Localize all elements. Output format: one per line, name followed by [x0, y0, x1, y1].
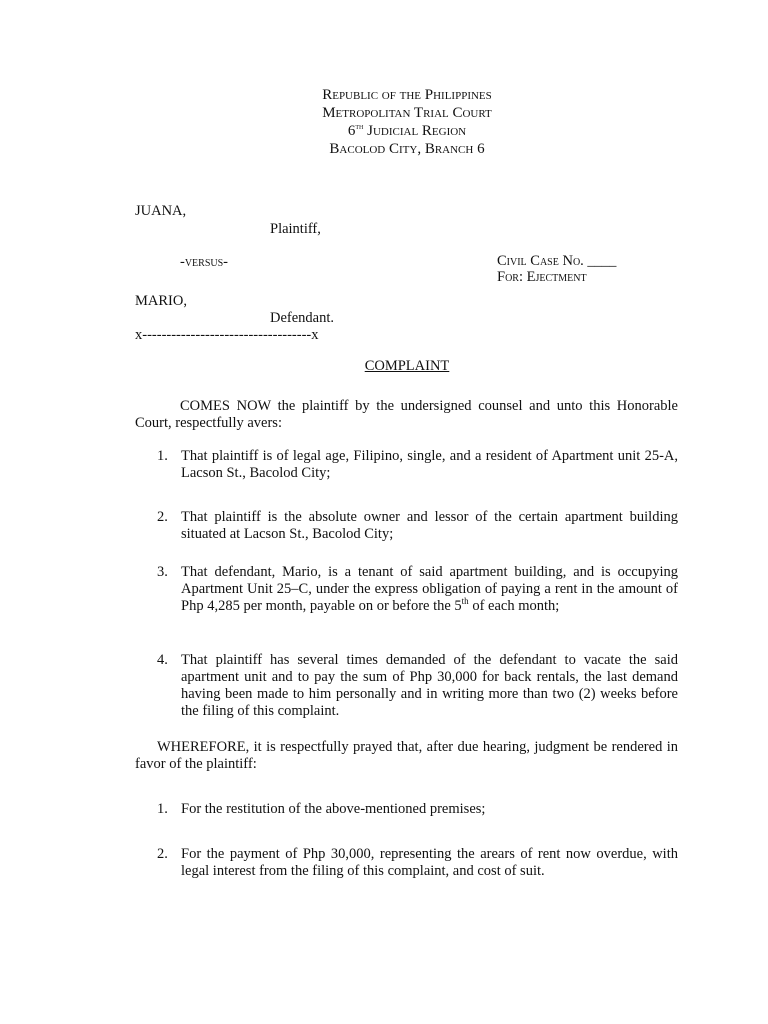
- header-region: 6th Judicial Region: [347, 121, 467, 139]
- case-nature: For: Ejectment: [497, 269, 587, 285]
- intro-paragraph: COMES NOW the plaintiff by the undersigned counsel and unto this Honorable Court, respectfully avers:: [135, 398, 678, 431]
- defendant-role: Defendant.: [270, 310, 335, 326]
- versus-label: -versus-: [180, 254, 229, 270]
- plaintiff-role: Plaintiff,: [270, 221, 321, 237]
- document-page: Republic of the Philippines Metropolitan Trial Court 6th Judicial Region Bacolod City, Branch 6 JUANA, Plaintiff, -versus- Civil Case No. ____ For: Ejectment MARIO, Defendant. x-----------------------------------x COMPLAINT COMES NOW the plaintiff by the undersigned counsel and unto this Honorable Court, respectfully avers: 1. That plaintiff is of legal age, Filipino, single, and a resident of Apartment unit 25-A, Lacson St., Bacolod City; 2. That plaintiff is the absolute owner and lessor of the certain apartment building situated at Lacson St., Bacolod City; 3. That defendant, Mario, is a tenant of said apartment building, and is occupying Apartment Unit 25–C, under the express obligation of paying a rent in the amount of Php 4,285 per month, payable on or before the 5th of each month; 4. That plaintiff has several times demanded of the defendant to vacate the said apartment unit and to pay the sum of Php 30,000 for back rentals, the last demand having been made to him personally and in writing more than two (2) weeks before the filing of this complaint. WHEREFORE, it is respectfully prayed that, after due hearing, judgment be rendered in favor of the plaintiff: 1. For the restitution of the above-mentioned premises; 2. For the payment of Php 30,000, representing the arears of rent now overdue, with legal interest from the filing of this complaint, and cost of suit.: [0, 0, 768, 1024]
- court-header: [0, 86, 768, 158]
- wherefore-paragraph: WHEREFORE, it is respectfully prayed that, after due hearing, judgment be rendered in favor of the plaintiff:: [135, 739, 678, 772]
- civil-case-number: Civil Case No. ____: [497, 253, 617, 269]
- header-court: Metropolitan Trial Court: [322, 105, 492, 121]
- header-republic: Republic of the Philippines: [322, 87, 492, 103]
- defendant-name: MARIO,: [135, 293, 187, 309]
- document-title: COMPLAINT: [364, 358, 450, 374]
- plaintiff-name: JUANA,: [135, 203, 187, 219]
- header-city-branch: Bacolod City, Branch 6: [329, 141, 485, 157]
- caption-divider: x-----------------------------------x: [135, 327, 319, 343]
